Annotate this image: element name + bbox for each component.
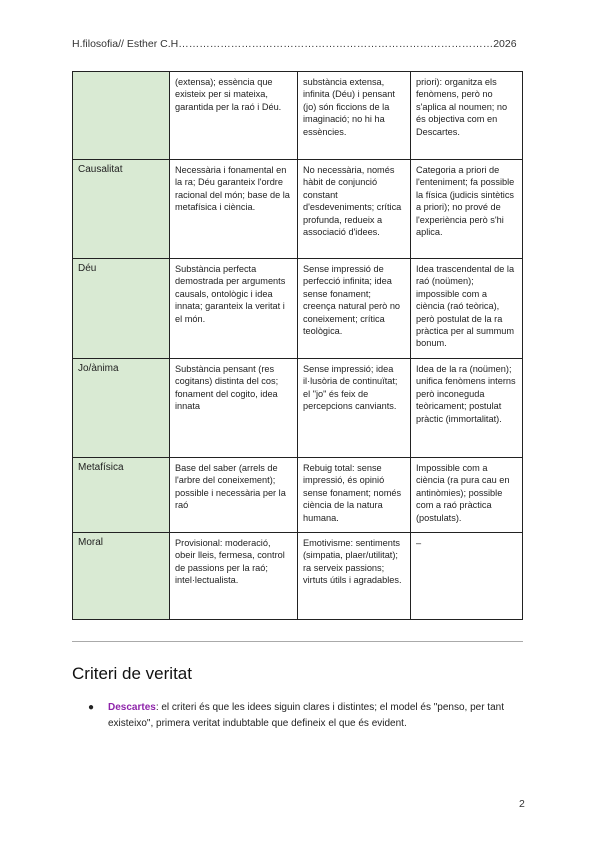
- bullet-icon: ●: [88, 702, 95, 713]
- author-name: Descartes: [108, 702, 156, 713]
- descartes-cell: Substància perfecta demostrada per arguments causals, ontològic i idea innata; garanteix la veritat i el món.: [170, 259, 298, 359]
- table-row: [73, 160, 523, 259]
- table-row: [73, 533, 523, 620]
- header-dot-leader: ………………………………………………………………………………: [178, 38, 494, 50]
- descartes-cell: Base del saber (arrels de l'arbre del coneixement); possible i necessària per la raó: [170, 458, 298, 533]
- hume-cell: No necessària, només hàbit de conjunció constant d'esdeveniments; crítica profunda, redueix a associació d'idees.: [298, 160, 411, 259]
- table-row: [73, 458, 523, 533]
- kant-cell: –: [411, 533, 523, 620]
- table-row: [73, 72, 523, 160]
- category-cell: Causalitat: [73, 160, 170, 259]
- descartes-cell: Provisional: moderació, obeir lleis, fermesa, control de passions per la raó; intel·lectualista.: [170, 533, 298, 620]
- bullet-text: [88, 700, 528, 732]
- kant-cell: Impossible com a ciència (ra pura cau en antinòmies); possible com a raó pràctica (postulats).: [411, 458, 523, 533]
- hume-cell: substància extensa, infinita (Déu) i pensant (jo) són ficcions de la imaginació; no hi ha essències.: [298, 72, 411, 160]
- category-cell: Moral: [73, 533, 170, 620]
- list-item: [88, 700, 528, 732]
- descartes-cell: Necessària i fonamental en la ra; Déu garanteix l'ordre racional del món; base de la metafísica i ciència.: [170, 160, 298, 259]
- descartes-cell: (extensa); essència que existeix per si mateixa, garantida per la raó i Déu.: [170, 72, 298, 160]
- header-year: 2026: [493, 38, 517, 50]
- category-cell: Metafísica: [73, 458, 170, 533]
- hume-cell: Rebuig total: sense impressió, és opinió sense fonament; només ciència de la natura humana.: [298, 458, 411, 533]
- kant-cell: Idea de la ra (noümen); unifica fenòmens interns però inconeguda teòricament; postulat pràctic (immortalitat).: [411, 359, 523, 458]
- kant-cell: priori): organitza els fenòmens, però no s'aplica al noumen; no és objectiva com en Descartes.: [411, 72, 523, 160]
- hume-cell: Emotivisme: sentiments (simpatia, plaer/utilitat); ra serveix passions; virtuts útils i agradables.: [298, 533, 411, 620]
- category-cell: Jo/ànima: [73, 359, 170, 458]
- kant-cell: Categoria a priori de l'enteniment; fa possible la física (judicis sintètics a priori); no prové de l'experiència però s'hi aplica.: [411, 160, 523, 259]
- table-row: [73, 259, 523, 359]
- table-row: [73, 359, 523, 458]
- kant-cell: Idea trascendental de la raó (noümen); impossible com a ciència (raó teòrica), però postulat de la ra pràctica per al summum bonum.: [411, 259, 523, 359]
- bullet-body: : el criteri és que les idees siguin clares i distintes; el model és "penso, per tant existeixo", primera veritat indubtable que defineix el que és evident.: [108, 702, 504, 729]
- horizontal-rule: [72, 641, 523, 642]
- category-cell: Déu: [73, 259, 170, 359]
- category-cell: [73, 72, 170, 160]
- hume-cell: Sense impressió; idea il·lusòria de continuïtat; el "jo" és feix de percepcions canviants.: [298, 359, 411, 458]
- comparison-table: [72, 71, 523, 620]
- page-header: [72, 38, 528, 50]
- descartes-cell: Substància pensant (res cogitans) distinta del cos; fonament del cogito, idea innata: [170, 359, 298, 458]
- header-author: H.filosofia// Esther C.H: [72, 38, 179, 50]
- hume-cell: Sense impressió de perfecció infinita; idea sense fonament; creença natural però no coneixement; crítica teològica.: [298, 259, 411, 359]
- page-number: 2: [519, 798, 525, 810]
- section-title: Criteri de veritat: [72, 664, 192, 683]
